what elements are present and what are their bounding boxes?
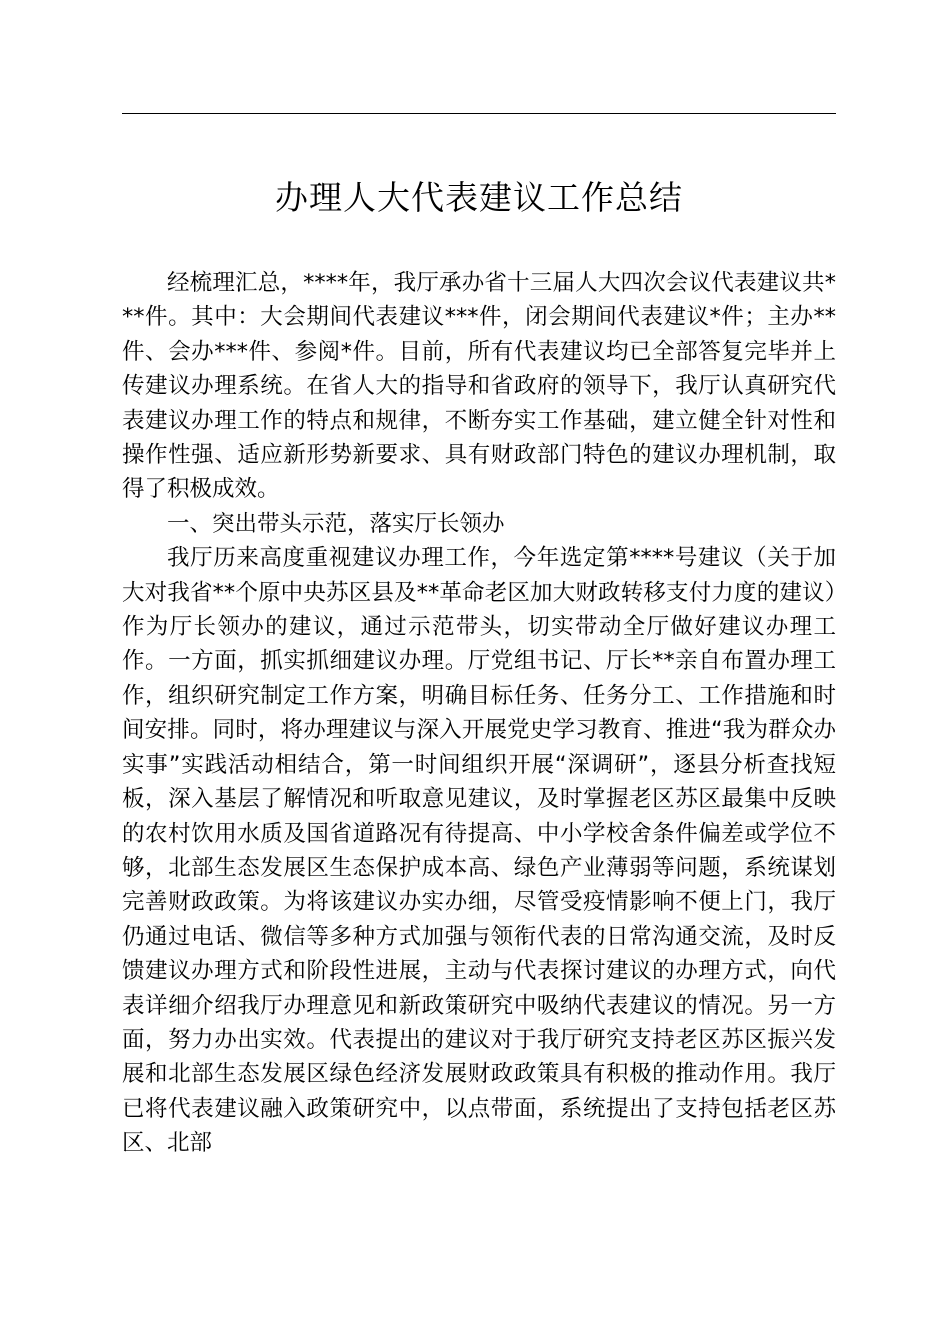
intro-paragraph: 经梳理汇总，****年，我厅承办省十三届人大四次会议代表建议共***件。其中：大会期间代表建议***件，闭会期间代表建议*件；主办**件、会办***件、参阅*件。目前，所有代表建议均已全部答复完毕并上传建议办理系统。在省人大的指导和省政府的领导下，我厅认真研究代表建议办理工作的特点和规律，不断夯实工作基础，建立健全针对性和操作性强、适应新形势新要求、具有财政部门特色的建议办理机制，取得了积极成效。 [122,270,836,503]
header-rule [122,113,836,114]
section-1-paragraph: 我厅历来高度重视建议办理工作，今年选定第****号建议（关于加大对我省**个原中央苏区县及**革命老区加大财政转移支付力度的建议）作为厅长领办的建议，通过示范带头，切实带动全厅做好建议办理工作。一方面，抓实抓细建议办理。厅党组书记、厅长**亲自布置办理工作，组织研究制定工作方案，明确目标任务、任务分工、工作措施和时间安排。同时，将办理建议与深入开展党史学习教育、推进“我为群众办实事”实践活动相结合，第一时间组织开展“深调研”，逐县分析查找短板，深入基层了解情况和听取意见建议，及时掌握老区苏区最集中反映的农村饮用水质及国省道路况有待提高、中小学校舍条件偏差或学位不够，北部生态发展区生态保护成本高、绿色产业薄弱等问题，系统谋划完善财政政策。为将该建议办实办细，尽管受疫情影响不便上门，我厅仍通过电话、微信等多种方式加强与领衔代表的日常沟通交流，及时反馈建议办理方式和阶段性进展，主动与代表探讨建议的办理方式，向代表详细介绍我厅办理意见和新政策研究中吸纳代表建议的情况。另一方面，努力办出实效。代表提出的建议对于我厅研究支持老区苏区振兴发展和北部生态发展区绿色经济发展财政政策具有积极的推动作用。我厅已将代表建议融入政策研究中，以点带面，系统提出了支持包括老区苏区、北部 [122,545,836,1157]
document-title: 办理人大代表建议工作总结 [275,178,683,217]
section-heading-1: 一、突出带头示范，落实厅长领办 [167,510,505,537]
document-body [122,266,836,1161]
